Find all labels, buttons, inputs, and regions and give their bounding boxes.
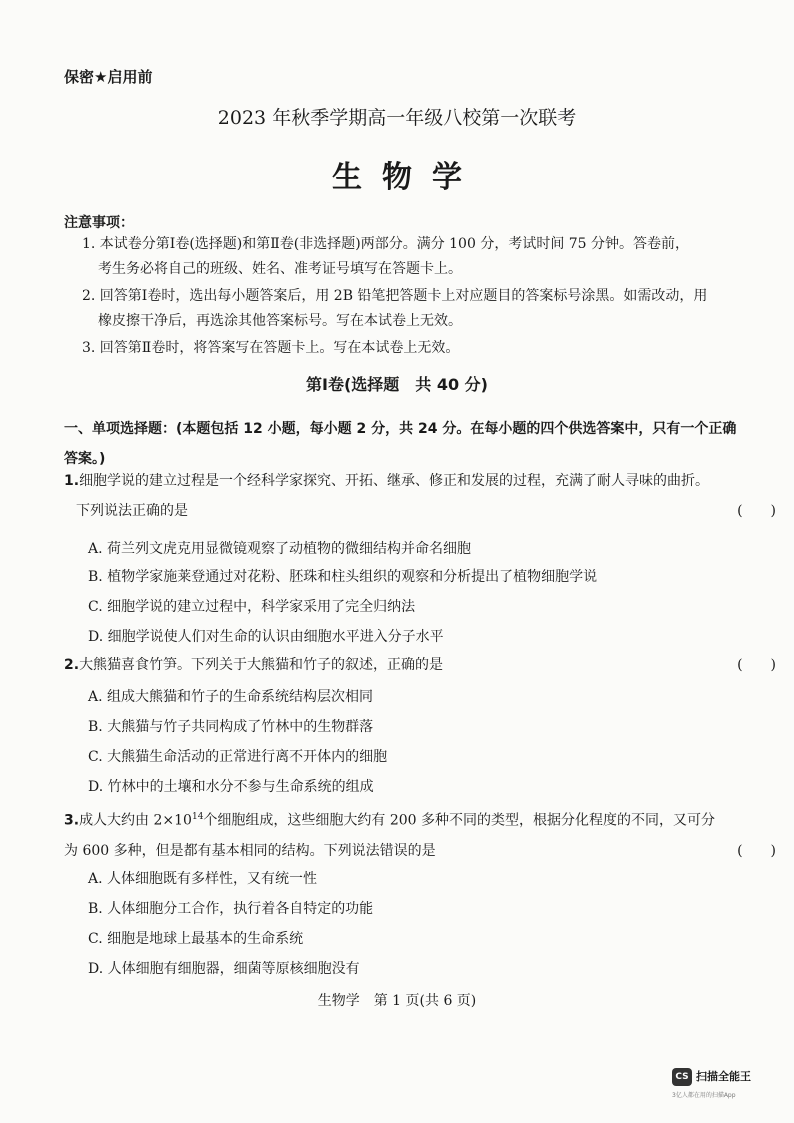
notice-item-line: 考生务必将自己的班级、姓名、准考证号填写在答题卡上。 [98, 261, 462, 277]
option-c: C. 大熊猫生命活动的正常进行离不开体内的细胞 [88, 749, 388, 765]
question-1-stem [64, 466, 776, 526]
part-intro-line: 答案。) [64, 451, 106, 467]
answer-bracket: ( ) [737, 657, 776, 673]
option-d: D. 竹林中的土壤和水分不参与生命系统的组成 [88, 779, 374, 795]
page-footer: 生物学 第 1 页(共 6 页) [317, 993, 477, 1009]
question-3-stem [64, 802, 776, 866]
notice-item-line: 1. 本试卷分第Ⅰ卷(选择题)和第Ⅱ卷(非选择题)两部分。满分 100 分，考试时间 75 分钟。答卷前， [82, 236, 690, 252]
question-number: 3. [64, 812, 80, 829]
option-c: C. 细胞学说的建立过程中，科学家采用了完全归纳法 [88, 599, 416, 615]
option-b: B. 大熊猫与竹子共同构成了竹林中的生物群落 [88, 719, 374, 735]
option-b: B. 植物学家施莱登通过对花粉、胚珠和柱头组织的观察和分析提出了植物细胞学说 [88, 569, 598, 585]
notice-item [82, 232, 772, 282]
part-intro [64, 414, 776, 474]
option-d: D. 人体细胞有细胞器，细菌等原核细胞没有 [88, 961, 360, 977]
scanner-app-name: 扫描全能王 [696, 1070, 751, 1083]
exponent: 14 [191, 812, 204, 822]
subject-title: 生物学 [332, 160, 482, 195]
question-text: 大熊猫喜食竹笋。下列关于大熊猫和竹子的叙述，正确的是 [79, 657, 444, 673]
notice-item [82, 336, 772, 361]
scanner-logo-icon: CS [672, 1068, 692, 1086]
notice-item-line: 2. 回答第Ⅰ卷时，选出每小题答案后，用 2B 铅笔把答题卡上对应题目的答案标号涂黑。如需改动，用 [82, 288, 708, 304]
part-intro-line: 一、单项选择题：(本题包括 12 小题，每小题 2 分，共 24 分。在每小题的四个供选答案中，只有一个正确 [64, 421, 737, 437]
question-text: 下列说法正确的是 [76, 503, 188, 519]
question-number: 2. [64, 657, 80, 673]
question-number: 1. [64, 473, 80, 489]
scanner-watermark [672, 1068, 772, 1108]
answer-bracket: ( ) [737, 503, 776, 519]
option-a: A. 荷兰列文虎克用显微镜观察了动植物的微细结构并命名细胞 [88, 541, 472, 557]
answer-bracket: ( ) [737, 842, 776, 859]
scanner-tagline: 3亿人都在用的扫描App [672, 1092, 736, 1099]
option-c: C. 细胞是地球上最基本的生命系统 [88, 931, 304, 947]
question-text: 细胞学说的建立过程是一个经科学家探究、开拓、继承、修正和发展的过程，充满了耐人寻味的曲折。 [79, 473, 710, 489]
notice-item [82, 284, 772, 334]
exam-title: 2023 年秋季学期高一年级八校第一次联考 [217, 107, 577, 129]
option-a: A. 人体细胞既有多样性，又有统一性 [88, 871, 318, 887]
notice-item-line: 3. 回答第Ⅱ卷时，将答案写在答题卡上。写在本试卷上无效。 [82, 340, 460, 356]
confidential-label: 保密★启用前 [64, 68, 153, 86]
notice-heading: 注意事项： [64, 215, 134, 231]
option-d: D. 细胞学说使人们对生命的认识由细胞水平进入分子水平 [88, 629, 444, 645]
option-b: B. 人体细胞分工合作，执行着各自特定的功能 [88, 901, 374, 917]
section-title: 第Ⅰ卷(选择题 共 40 分) [306, 375, 488, 394]
question-text: 成人大约由 2×10 [79, 812, 192, 829]
question-text: 为 600 多种，但是都有基本相同的结构。下列说法错误的是 [64, 842, 436, 859]
notice-item-line: 橡皮擦干净后，再选涂其他答案标号。写在本试卷上无效。 [98, 313, 462, 329]
question-text: 个细胞组成，这些细胞大约有 200 多种不同的类型，根据分化程度的不同，又可分 [203, 812, 716, 829]
option-a: A. 组成大熊猫和竹子的生命系统结构层次相同 [88, 689, 374, 705]
question-2-stem [64, 650, 776, 680]
